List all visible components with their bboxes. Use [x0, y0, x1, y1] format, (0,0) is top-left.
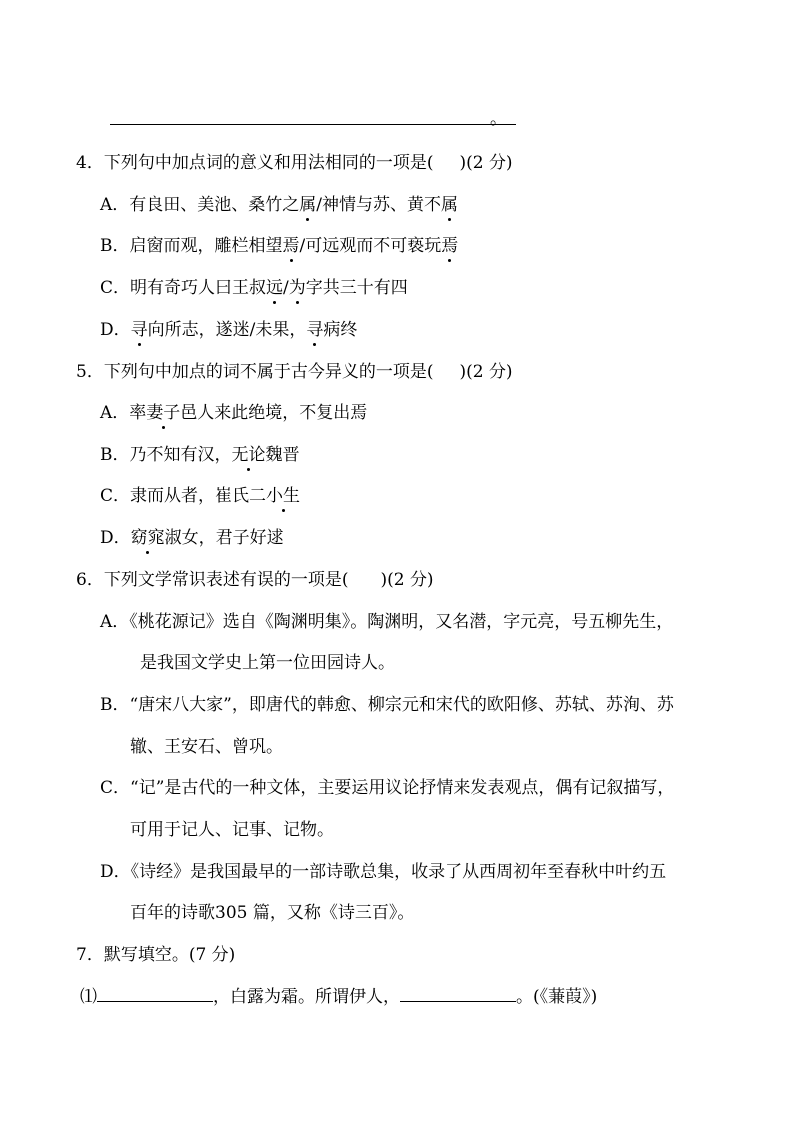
dotted-word: 小生: [266, 481, 300, 506]
q6-option-a-cont: 是我国文学史上第一位田园诗人。: [140, 653, 395, 673]
q5-option-a[interactable]: A．率妻子邑人来此绝境，不复出焉: [100, 398, 367, 423]
dotted-word: 远: [266, 273, 283, 298]
answer-blank-line[interactable]: [110, 124, 516, 125]
q5-option-d[interactable]: D．窈窕淑女，君子好逑: [100, 523, 284, 548]
q4-option-a[interactable]: A．有良田、美池、桑竹之属/神情与苏、黄不属: [100, 190, 458, 215]
q6-option-c-cont: 可用于记人、记事、记物。: [130, 820, 334, 840]
question-6-score: )(2 分): [380, 570, 434, 590]
fill-blank-1[interactable]: [97, 987, 213, 1002]
item-number: ⑴: [80, 987, 97, 1007]
dotted-word: 为: [289, 273, 306, 298]
dotted-word: 妻子: [146, 398, 180, 423]
q6-option-b[interactable]: B．“唐宋八大家”，即唐代的韩愈、柳宗元和宋代的欧阳修、苏轼、苏洵、苏: [100, 695, 674, 715]
question-7-stem: 7．默写填空。(7 分): [76, 945, 236, 965]
q6-option-a[interactable]: A．《桃花源记》选自《陶渊明集》。陶渊明，又名潜，字元亮，号五柳先生，: [100, 612, 674, 632]
dotted-word: 寻: [306, 315, 323, 340]
dotted-word: 焉: [441, 231, 458, 256]
q6-option-d-cont: 百年的诗歌305 篇，又称《诗三百》。: [130, 903, 415, 923]
question-4-stem: [76, 148, 513, 173]
question-4-text: 4．下列句中加点词的意义和用法相同的一项是(: [76, 153, 434, 173]
q4-option-b[interactable]: B．启窗而观，雕栏相望焉/可远观而不可亵玩焉: [100, 231, 458, 256]
q4-option-c[interactable]: C．明有奇巧人曰王叔远/为字共三十有四: [100, 273, 408, 298]
question-6-stem: [76, 565, 434, 590]
q6-option-d[interactable]: D．《诗经》是我国最早的一部诗歌总集，收录了从西周初年至春秋中叶约五: [100, 862, 667, 882]
dotted-word: 窈窕: [131, 523, 165, 548]
dotted-word: 焉: [283, 231, 300, 256]
dotted-word: 属: [299, 190, 316, 215]
question-4-score: )(2 分): [459, 153, 513, 173]
fill-blank-2[interactable]: [400, 987, 516, 1002]
dotted-word: 属: [441, 190, 458, 215]
q6-option-c[interactable]: C．“记”是古代的一种文体，主要运用议论抒情来发表观点，偶有记叙描写，: [100, 778, 675, 798]
q7-item-1: ⑴ ，白露为霜。所谓伊人， 。(《蒹葭》): [80, 987, 598, 1007]
question-5-text: 5．下列句中加点的词不属于古今异义的一项是(: [76, 362, 434, 382]
q4-option-d[interactable]: D．寻向所志，遂迷/未果，寻病终: [100, 315, 357, 340]
question-5-stem: [76, 357, 513, 382]
dotted-word: 无论: [232, 440, 266, 465]
q5-option-c[interactable]: C．隶而从者，崔氏二小生: [100, 481, 300, 506]
answer-end-mark: 。: [490, 109, 507, 129]
q6-option-b-cont: 辙、王安石、曾巩。: [130, 737, 283, 757]
question-6-text: 6．下列文学常识表述有误的一项是(: [76, 570, 349, 590]
q5-option-b[interactable]: B．乃不知有汉，无论魏晋: [100, 440, 300, 465]
question-5-score: )(2 分): [459, 362, 513, 382]
dotted-word: 寻: [131, 315, 148, 340]
